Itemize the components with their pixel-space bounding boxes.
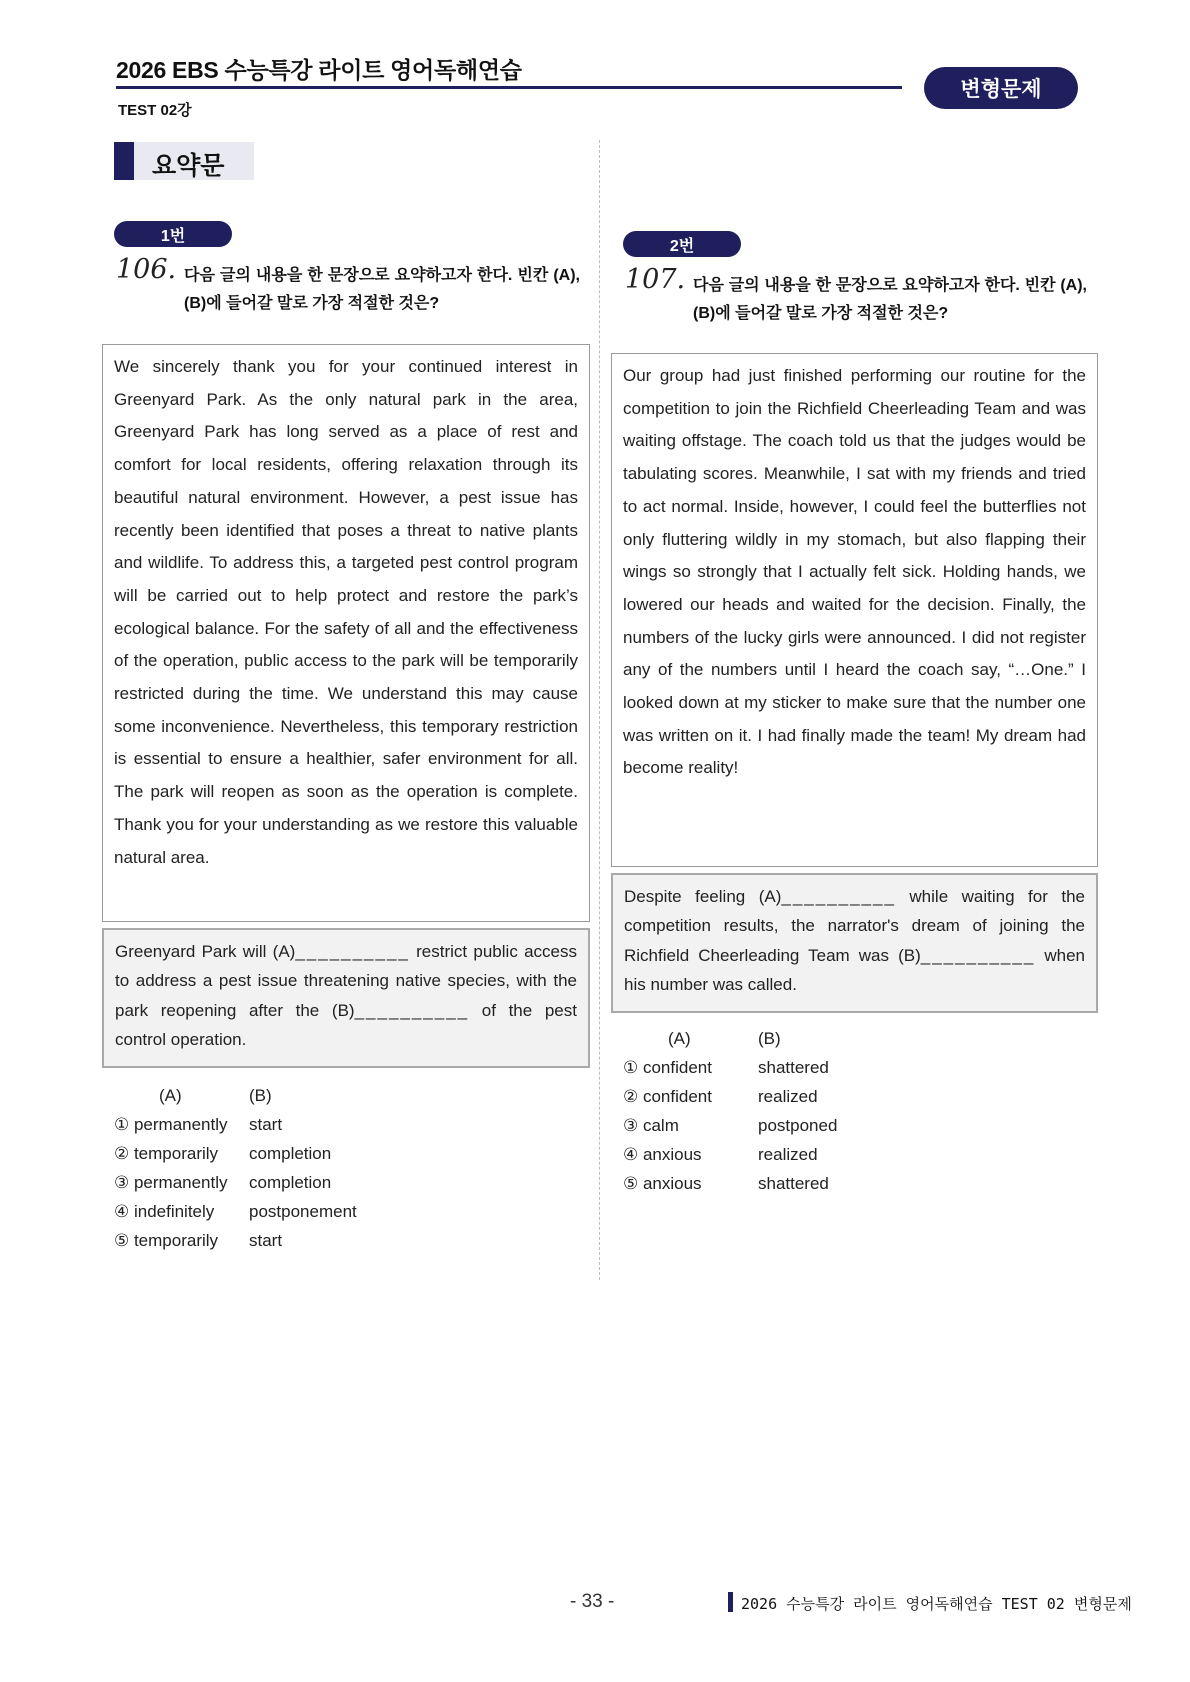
passage-box [102, 344, 590, 922]
question-prompt [184, 262, 580, 290]
answer-option[interactable] [623, 1111, 837, 1140]
answer-option[interactable] [114, 1197, 357, 1226]
column-b-label: (B) [249, 1085, 272, 1105]
page-number: - 33 - [570, 1591, 615, 1612]
answer-option[interactable] [623, 1169, 837, 1198]
answer-option[interactable] [623, 1053, 837, 1082]
option-a-value: ④ anxious [623, 1144, 702, 1164]
summary-text-end: of the pest control operation. [115, 1000, 577, 1049]
section-label: 요약문 [152, 152, 225, 180]
option-a-value: ④ indefinitely [114, 1201, 215, 1221]
answer-options [623, 1024, 837, 1198]
question-prompt [693, 272, 1087, 300]
summary-blank-b: __________ [920, 945, 1036, 965]
option-b-value: shattered [758, 1173, 829, 1193]
summary-text-end: when his number was called. [624, 945, 1085, 994]
summary-blank-a: __________ [781, 887, 896, 906]
answer-options-header [623, 1024, 837, 1053]
passage-box [611, 353, 1098, 867]
passage-text: Our group had just finished performing our routine for the competition to join the Richfield Cheerleading Team and was waiting offstage. The coach told us that the judges would be tabulating scores. Meanwhile, I sat with my friends and tried to act normal. Inside, however, I could feel the butterflies not only fluttering wildly in my stomach, but also flapping their wings so strongly that I actually felt sick. Holding hands, we lowered our heads and waited for the decision. Finally, the numbers of the lucky girls were announced. I did not register any of the numbers until I heard the coach say, “…One.” I looked down at my sticker to make sure that the number one was written on it. I had finally made the team! My dream had become reality! [623, 366, 1086, 778]
question-tag: 1번 [114, 221, 232, 247]
option-a-value: ③ permanently [114, 1172, 228, 1192]
option-b-value: shattered [758, 1057, 829, 1077]
footer-bar [728, 1592, 733, 1612]
question-number: 107. [625, 264, 686, 295]
section-label-bar [114, 142, 134, 180]
column-b-label: (B) [758, 1028, 781, 1048]
option-a-value: ③ calm [623, 1115, 679, 1135]
option-a-value: ① confident [623, 1057, 712, 1077]
option-b-value: start [249, 1230, 283, 1250]
summary-blank-b: __________ [354, 1000, 470, 1020]
option-b-value: completion [249, 1143, 332, 1163]
option-a-value: ② confident [623, 1086, 712, 1106]
option-b-value: completion [249, 1172, 332, 1192]
summary-text-start: Despite feeling (A) [624, 887, 782, 906]
answer-option[interactable] [623, 1082, 837, 1111]
column-a-label: (A) [159, 1085, 182, 1105]
passage-text: We sincerely thank you for your continued interest in Greenyard Park. As the only natural park in the area, Greenyard Park has long served as a place of rest and comfort for local residents, offering relaxation through its beautiful natural environment. However, a pest issue has recently been identified that poses a threat to native plants and wildlife. To address this, a targeted pest control program will be carried out to help protect and restore the park’s ecological balance. For the safety of all and the effectiveness of the operation, public access to the park will be temporarily restricted during the time. We understand this may cause some inconvenience. Nevertheless, this temporary restriction is essential to ensure a healthier, safer environment for all. The park will reopen as soon as the operation is complete. Thank you for your understanding as we restore this valuable natural area. [114, 357, 578, 867]
summary-text-start: Greenyard Park will (A) [115, 942, 296, 961]
option-b-value: postponement [249, 1201, 357, 1221]
summary-text-middle: while waiting for the competition results, the narrator's dream of joining the Richfield Cheerleading Team was (B) [624, 887, 1085, 965]
option-b-value: postponed [758, 1115, 838, 1135]
answer-option[interactable] [623, 1140, 837, 1169]
option-a-value: ⑤ anxious [623, 1173, 702, 1193]
footer-text: 2026 수능특강 라이트 영어독해연습 TEST 02 변형문제 [741, 1595, 1132, 1613]
option-b-value: realized [758, 1086, 818, 1106]
option-b-value: realized [758, 1144, 818, 1164]
summary-box [611, 873, 1098, 1013]
answer-option[interactable] [114, 1226, 357, 1255]
answer-option[interactable] [114, 1168, 357, 1197]
question-prompt-line2: (B)에 들어갈 말로 가장 적절한 것은? [693, 305, 949, 322]
question-prompt-line1: 다음 글의 내용을 한 문장으로 요약하고자 한다. 빈칸 (A), [693, 277, 1087, 294]
header-badge: 변형문제 [924, 67, 1078, 109]
answer-option[interactable] [114, 1139, 357, 1168]
summary-box [102, 928, 590, 1068]
summary-blank-a: __________ [295, 942, 410, 961]
answer-options-header [114, 1081, 357, 1110]
question-prompt-line2: (B)에 들어갈 말로 가장 적절한 것은? [184, 295, 440, 312]
option-a-value: ⑤ temporarily [114, 1230, 219, 1250]
answer-options [114, 1081, 357, 1255]
option-a-value: ② temporarily [114, 1143, 219, 1163]
header-rule [116, 86, 902, 89]
summary-text-middle: restrict public access to address a pest issue threatening native species, with the park reopening after the (B) [115, 942, 577, 1020]
question-prompt-line1: 다음 글의 내용을 한 문장으로 요약하고자 한다. 빈칸 (A), [184, 267, 580, 284]
option-b-value: start [249, 1114, 283, 1134]
answer-option[interactable] [114, 1110, 357, 1139]
option-a-value: ① permanently [114, 1114, 228, 1134]
question-tag: 2번 [623, 231, 741, 257]
question-number: 106. [116, 254, 177, 285]
column-divider [599, 140, 600, 1280]
header-subtitle: TEST 02강 [118, 102, 192, 119]
column-a-label: (A) [668, 1028, 691, 1048]
page-header-title: 2026 EBS 수능특강 라이트 영어독해연습 [116, 57, 522, 83]
